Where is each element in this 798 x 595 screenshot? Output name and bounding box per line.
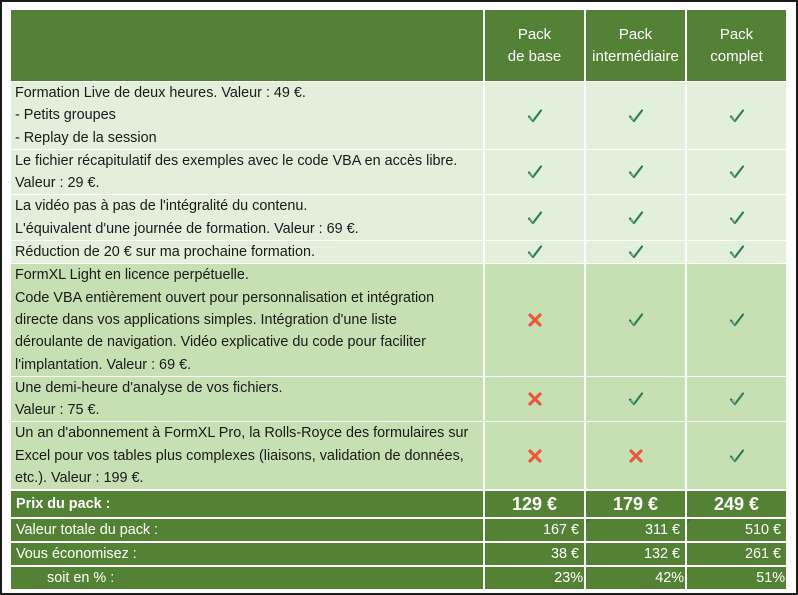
check-icon: [729, 210, 745, 226]
feature-line: Formation Live de deux heures. Valeur : 49 €.: [15, 85, 306, 101]
feature-line: Valeur : 75 €.: [15, 402, 100, 419]
feature-line: Excel pour vos tables plus complexes (liaisons, validation de données,: [15, 447, 464, 464]
price-label: Prix du pack :: [11, 490, 484, 518]
check-icon: [527, 210, 543, 226]
feature-line: L'équivalent d'une journée de formation. Valeur : 69 €.: [15, 220, 359, 237]
mark-cell: [585, 149, 686, 195]
header-pack-intermediate-line1: Pack: [618, 25, 653, 43]
feature-row: [11, 264, 786, 376]
check-icon: [729, 108, 745, 124]
percent-base: 23%: [484, 566, 585, 589]
mark-cell: [686, 376, 786, 422]
feature-line: Un an d'abonnement à FormXL Pro, la Rolls-Royce des formulaires sur: [15, 425, 469, 442]
mark-cell: [686, 82, 786, 150]
cross-icon: [628, 448, 644, 464]
cross-icon: [527, 448, 543, 464]
check-icon: [527, 164, 543, 180]
percent-label: soit en % :: [11, 566, 484, 589]
feature-row: [11, 149, 786, 195]
feature-description: [11, 376, 484, 422]
feature-line: l'implantation. Valeur : 69 €.: [15, 356, 192, 373]
header-pack-complete: [686, 10, 786, 82]
mark-cell: [686, 195, 786, 241]
feature-row: [11, 376, 786, 422]
savings-label: Vous économisez :: [11, 542, 484, 566]
price-complete: 249 €: [686, 490, 786, 518]
feature-description: [11, 149, 484, 195]
savings-intermediate: 132 €: [585, 542, 686, 566]
check-icon: [628, 244, 644, 260]
check-icon: [628, 391, 644, 407]
mark-cell: [585, 241, 686, 264]
price-intermediate: 179 €: [585, 490, 686, 518]
mark-cell: [585, 195, 686, 241]
header-pack-base: [484, 10, 585, 82]
mark-cell: [585, 376, 686, 422]
feature-line: directe dans vos applications simples. Intégration d'une liste: [15, 311, 397, 328]
feature-row: [11, 422, 786, 490]
mark-cell: [484, 82, 585, 150]
mark-cell: [686, 422, 786, 490]
percent-row: [11, 566, 786, 589]
feature-description: [11, 195, 484, 241]
check-icon: [729, 164, 745, 180]
total-value-intermediate: 311 €: [585, 518, 686, 542]
feature-line: FormXL Light en licence perpétuelle.: [15, 267, 249, 284]
header-blank-cell: [11, 10, 484, 82]
mark-cell: [686, 264, 786, 376]
cross-icon: [527, 391, 543, 407]
mark-cell: [585, 422, 686, 490]
feature-description: [11, 422, 484, 490]
feature-description: [11, 82, 484, 150]
check-icon: [729, 448, 745, 464]
mark-cell: [585, 82, 686, 150]
check-icon: [729, 312, 745, 328]
check-icon: [527, 108, 543, 124]
header-pack-base-line2: de base: [507, 47, 562, 65]
feature-line: déroulante de navigation. Vidéo explicative du code pour faciliter: [15, 334, 426, 351]
header-pack-base-line1: Pack: [517, 25, 552, 43]
savings-base: 38 €: [484, 542, 585, 566]
mark-cell: [484, 376, 585, 422]
check-icon: [628, 312, 644, 328]
mark-cell: [484, 195, 585, 241]
header-pack-intermediate-line2: intermédiaire: [592, 47, 679, 65]
pricing-table: [11, 10, 786, 589]
feature-row: [11, 82, 786, 150]
feature-line: Une demi-heure d'analyse de vos fichiers.: [15, 379, 283, 396]
feature-description: [11, 241, 484, 264]
feature-line: Code VBA entièrement ouvert pour personnalisation et intégration: [15, 289, 435, 306]
header-pack-complete-line2: complet: [710, 47, 763, 65]
check-icon: [628, 164, 644, 180]
feature-row: [11, 241, 786, 264]
feature-line: - Petits groupes: [15, 107, 116, 124]
check-icon: [527, 244, 543, 260]
feature-description: [11, 264, 484, 376]
mark-cell: [686, 149, 786, 195]
check-icon: [628, 108, 644, 124]
feature-line: Réduction de 20 € sur ma prochaine formation.: [15, 244, 315, 261]
feature-line: Le fichier récapitulatif des exemples avec le code VBA en accès libre.: [15, 152, 458, 169]
cross-icon: [527, 312, 543, 328]
savings-complete: 261 €: [686, 542, 786, 566]
price-base: 129 €: [484, 490, 585, 518]
feature-line: Valeur : 29 €.: [15, 175, 100, 192]
total-value-row: [11, 518, 786, 542]
mark-cell: [585, 264, 686, 376]
total-value-label: Valeur totale du pack :: [11, 518, 484, 542]
mark-cell: [484, 241, 585, 264]
feature-row: [11, 195, 786, 241]
header-pack-complete-line1: Pack: [719, 25, 754, 43]
check-icon: [729, 391, 745, 407]
header-row: [11, 10, 786, 82]
header-pack-intermediate: [585, 10, 686, 82]
mark-cell: [484, 422, 585, 490]
savings-row: [11, 542, 786, 566]
check-icon: [628, 210, 644, 226]
mark-cell: [484, 264, 585, 376]
feature-line: La vidéo pas à pas de l'intégralité du contenu.: [15, 198, 308, 215]
feature-line: - Replay de la session: [15, 129, 157, 146]
check-icon: [729, 244, 745, 260]
total-value-complete: 510 €: [686, 518, 786, 542]
percent-intermediate: 42%: [585, 566, 686, 589]
price-row: [11, 490, 786, 518]
feature-line: etc.). Valeur : 199 €.: [15, 470, 144, 487]
percent-complete: 51%: [686, 566, 786, 589]
mark-cell: [686, 241, 786, 264]
mark-cell: [484, 149, 585, 195]
total-value-base: 167 €: [484, 518, 585, 542]
